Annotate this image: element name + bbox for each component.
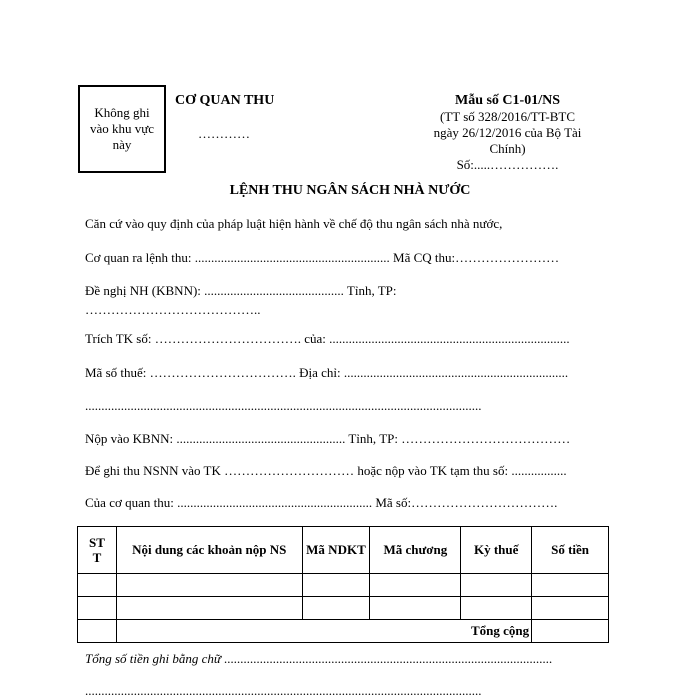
- header-ndkt: Mã NDKT: [302, 527, 370, 574]
- issuer-line: Cơ quan ra lệnh thu: ............................................................ Mã CQ thu:……………………: [85, 250, 560, 265]
- amount-in-words-line-cont: ..........................................................................................................................: [85, 683, 482, 698]
- total-label: Tổng cộng: [116, 620, 531, 643]
- amount-in-words-line: Tổng số tiền ghi bằng chữ .....................................................................................................: [85, 651, 553, 666]
- header-amount: Số tiền: [532, 527, 609, 574]
- pay-into-line: Nộp vào KBNN: .................................................... Tỉnh, TP: …………………………………: [85, 431, 571, 446]
- table-row: [78, 597, 609, 620]
- header-stt: ST T: [78, 527, 117, 574]
- address-line-cont: ..........................................................................................................................: [85, 398, 482, 413]
- form-number: Số:.....…………….: [456, 157, 559, 172]
- reserved-box-line-2: vào khu vực: [89, 121, 155, 136]
- basis-line: Căn cứ vào quy định của pháp luật hiện hành về chế độ thu ngân sách nhà nước,: [85, 216, 503, 231]
- agency-title: CƠ QUAN THU: [175, 93, 275, 108]
- items-table: [77, 526, 609, 643]
- tax-code-line: Mã số thuế: ……………………………. Địa chỉ: .....................................................................: [85, 365, 569, 380]
- table-header-row: [78, 527, 609, 574]
- reserved-box-line-1: Không ghi: [94, 105, 150, 120]
- table-total-row: [78, 620, 609, 643]
- agency-name-blank: …………: [198, 126, 250, 141]
- request-bank-line: Đề nghị NH (KBNN): ........................................... Tỉnh, TP:: [85, 283, 397, 298]
- reserved-box-line-3: này: [112, 137, 132, 152]
- collecting-agency-line: Của cơ quan thu: ............................................................ Mã số:…………………………….: [85, 495, 558, 510]
- form-code-block: [405, 93, 610, 173]
- header-tax-period: Kỳ thuế: [461, 527, 532, 574]
- table-row: [78, 574, 609, 597]
- total-amount: [532, 620, 609, 643]
- reserved-box: [78, 85, 166, 173]
- record-line: Để ghi thu NSNN vào TK ………………………… hoặc nộp vào TK tạm thu số: .................: [85, 463, 567, 478]
- form-ref-3: Chính): [489, 141, 526, 156]
- header-chapter: Mã chương: [370, 527, 461, 574]
- document-title: LỆNH THU NGÂN SÁCH NHÀ NƯỚC: [229, 183, 471, 198]
- account-line: Trích TK số: ……………………………. của: ..........................................................................: [85, 331, 570, 346]
- form-ref-1: (TT số 328/2016/TT-BTC: [439, 109, 576, 124]
- request-bank-line-cont: …………………………………..: [85, 302, 261, 317]
- form-code: Mẫu số C1-01/NS: [454, 93, 560, 108]
- header-content: Nội dung các khoản nộp NS: [116, 527, 302, 574]
- form-ref-2: ngày 26/12/2016 của Bộ Tài: [433, 125, 582, 140]
